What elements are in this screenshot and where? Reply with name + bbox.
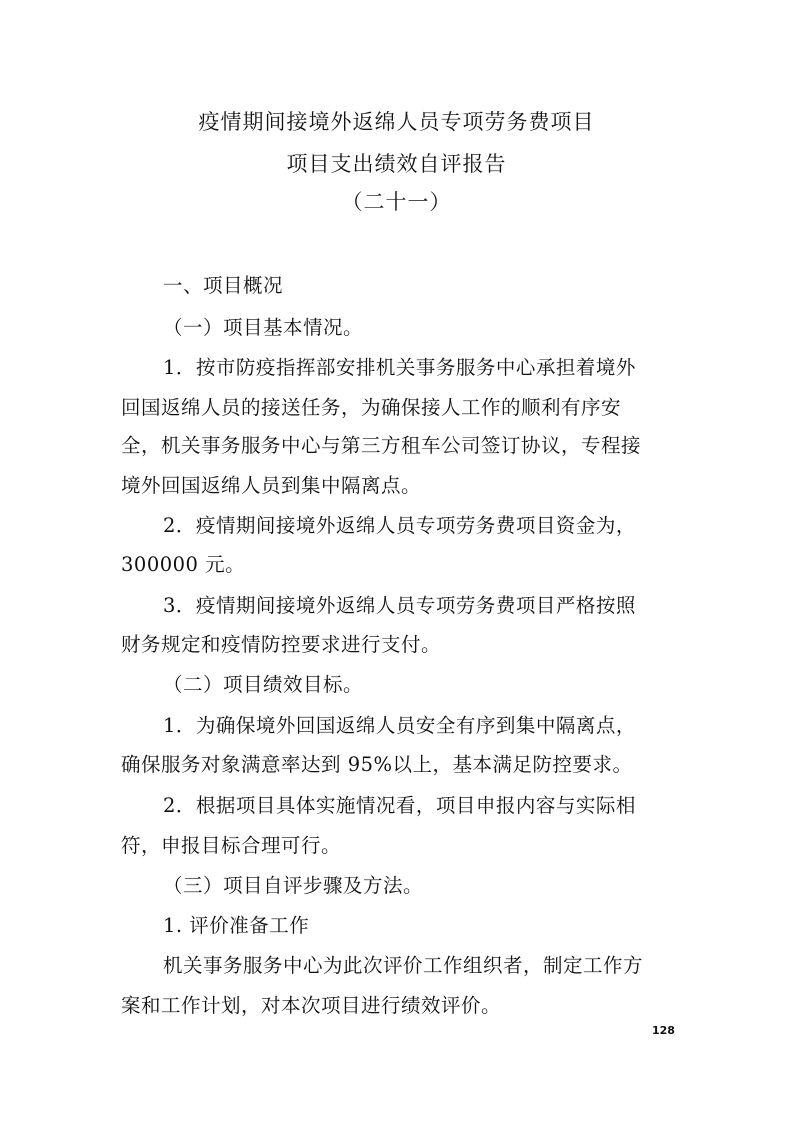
paragraph-line: 3．疫情期间接境外返绵人员专项劳务费项目严格按照 bbox=[163, 594, 636, 617]
title-line-2: 项目支出绩效自评报告 bbox=[286, 152, 507, 176]
paragraph-line: 1. 评价准备工作 bbox=[163, 914, 310, 937]
paragraph-line: 1．为确保境外回国返绵人员安全有序到集中隔离点， bbox=[163, 714, 636, 737]
paragraph-line: 回国返绵人员的接送任务，为确保接人工作的顺利有序安 bbox=[121, 396, 622, 419]
paragraph-line: 确保服务对象满意率达到 95%以上，基本满足防控要求。 bbox=[121, 753, 633, 776]
subsection-heading: （三）项目自评步骤及方法。 bbox=[163, 874, 424, 897]
paragraph-line: 案和工作计划，对本次项目进行绩效评价。 bbox=[121, 994, 502, 1017]
paragraph-line: 符，申报目标合理可行。 bbox=[121, 834, 342, 857]
paragraph-line: 全，机关事务服务中心与第三方租车公司签订协议，专程接 bbox=[121, 434, 642, 457]
paragraph-line: 300000 元。 bbox=[121, 553, 246, 576]
subsection-heading: （二）项目绩效目标。 bbox=[163, 673, 364, 696]
paragraph-line: 1．按市防疫指挥部安排机关事务服务中心承担着境外 bbox=[163, 356, 636, 379]
subsection-heading: （一）项目基本情况。 bbox=[163, 316, 364, 339]
paragraph-line: 财务规定和疫情防控要求进行支付。 bbox=[121, 633, 442, 656]
page-number: 128 bbox=[652, 1024, 675, 1037]
paragraph-line: 2．疫情期间接境外返绵人员专项劳务费项目资金为， bbox=[163, 514, 636, 537]
paragraph-line: 机关事务服务中心为此次评价工作组织者，制定工作方 bbox=[163, 954, 644, 977]
title-line-1: 疫情期间接境外返绵人员专项劳务费项目 bbox=[198, 110, 595, 134]
paragraph-line: 2．根据项目具体实施情况看，项目申报内容与实际相 bbox=[163, 794, 636, 817]
paragraph-line: 境外回国返绵人员到集中隔离点。 bbox=[121, 474, 422, 497]
section-heading: 一、项目概况 bbox=[163, 274, 284, 297]
title-line-3: （二十一） bbox=[341, 190, 452, 214]
